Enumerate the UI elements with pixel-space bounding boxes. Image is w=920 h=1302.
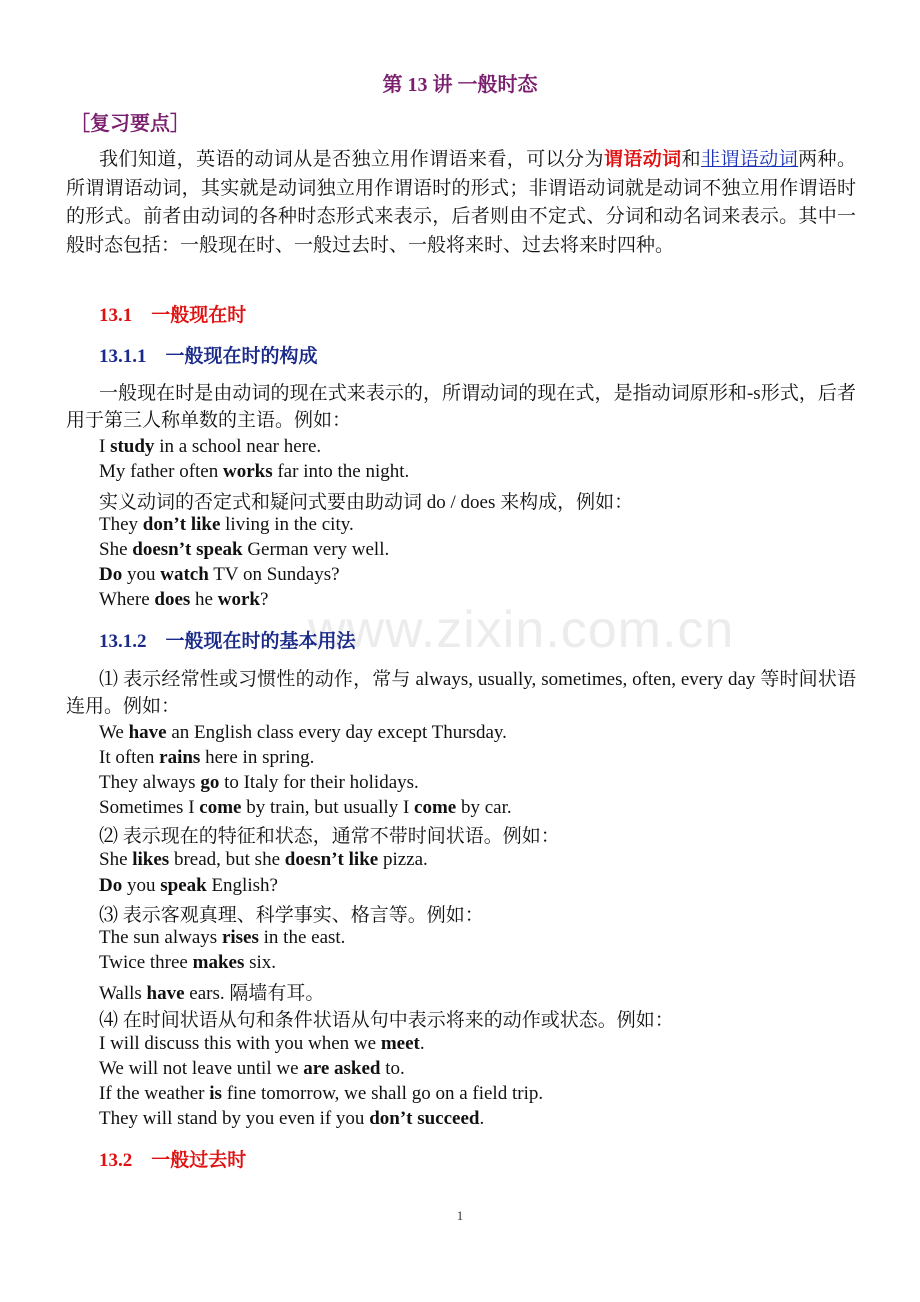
section-heading-13-2: 13.2 一般过去时 [99,1150,247,1171]
example-sentence: If the weather is fine tomorrow, we shall go on a field trip. [99,1083,544,1104]
example-sentence: Sometimes I come by train, but usually I come by car. [99,797,512,818]
term-predicate-verb: 谓语动词 [603,149,682,170]
negative-form-note: 实义动词的否定式和疑问式要由助动词 do / does 来构成，例如： [99,492,634,513]
example-sentence: I study in a school near here. [99,436,322,457]
example-sentence: Walls have ears. 隔墙有耳。 [99,983,325,1004]
example-sentence: We have an English class every day except Thursday. [99,722,507,743]
intro-paragraph: 我们知道，英语的动词从是否独立用作谓语来看，可以分为谓语动词和非谓语动词两种。所谓谓语动词，其实就是动词独立用作谓语时的形式；非谓语动词就是动词不独立用作谓语时的形式。前者由动词的各种时态形式来表示，后者则由不定式、分词和动名词来表示。其中一般时态包括：一般现在时、一般过去时、一般将来时、过去将来时四种。 [66,149,856,256]
example-sentence: Where does he work? [99,589,269,610]
example-sentence: She doesn’t speak German very well. [99,539,390,560]
section-heading-13-1-2: 13.1.2 一般现在时的基本用法 [99,631,356,652]
example-sentence: They always go to Italy for their holidays. [99,772,419,793]
lecture-title: 第 13 讲 一般时态 [382,74,538,96]
example-sentence: Do you watch TV on Sundays? [99,564,340,585]
usage-4-heading: ⑷ 在时间状语从句和条件状语从句中表示将来的动作或状态。例如： [99,1010,674,1031]
usage-3-heading: ⑶ 表示客观真理、科学事实、格言等。例如： [99,905,484,926]
example-sentence: Do you speak English? [99,875,278,896]
example-sentence: It often rains here in spring. [99,747,315,768]
usage-2-heading: ⑵ 表示现在的特征和状态，通常不带时间状语。例如： [99,826,560,847]
watermark: www.zixin.com.cn [308,601,735,659]
example-sentence: She likes bread, but she doesn’t like pizza. [99,849,428,870]
page-number: 1 [456,1208,464,1223]
section-heading-13-1-1: 13.1.1 一般现在时的构成 [99,346,318,367]
example-sentence: They don’t like living in the city. [99,514,354,535]
usage-1-paragraph: ⑴ 表示经常性或习惯性的动作，常与 always, usually, sometimes, often, every day 等时间状语连用。例如： [66,669,856,717]
term-nonpredicate-verb-link[interactable]: 非谓语动词 [701,149,799,170]
example-sentence: My father often works far into the night. [99,461,410,482]
example-sentence: The sun always rises in the east. [99,927,346,948]
construction-paragraph: 一般现在时是由动词的现在式来表示的，所谓动词的现在式，是指动词原形和-s形式，后者用于第三人称单数的主语。例如： [66,383,856,431]
review-heading: ［复习要点］ [70,113,190,135]
example-sentence: They will stand by you even if you don’t succeed. [99,1108,485,1129]
example-sentence: Twice three makes six. [99,952,277,973]
section-heading-13-1: 13.1 一般现在时 [99,305,247,326]
example-sentence: I will discuss this with you when we meet. [99,1033,425,1054]
example-sentence: We will not leave until we are asked to. [99,1058,405,1079]
